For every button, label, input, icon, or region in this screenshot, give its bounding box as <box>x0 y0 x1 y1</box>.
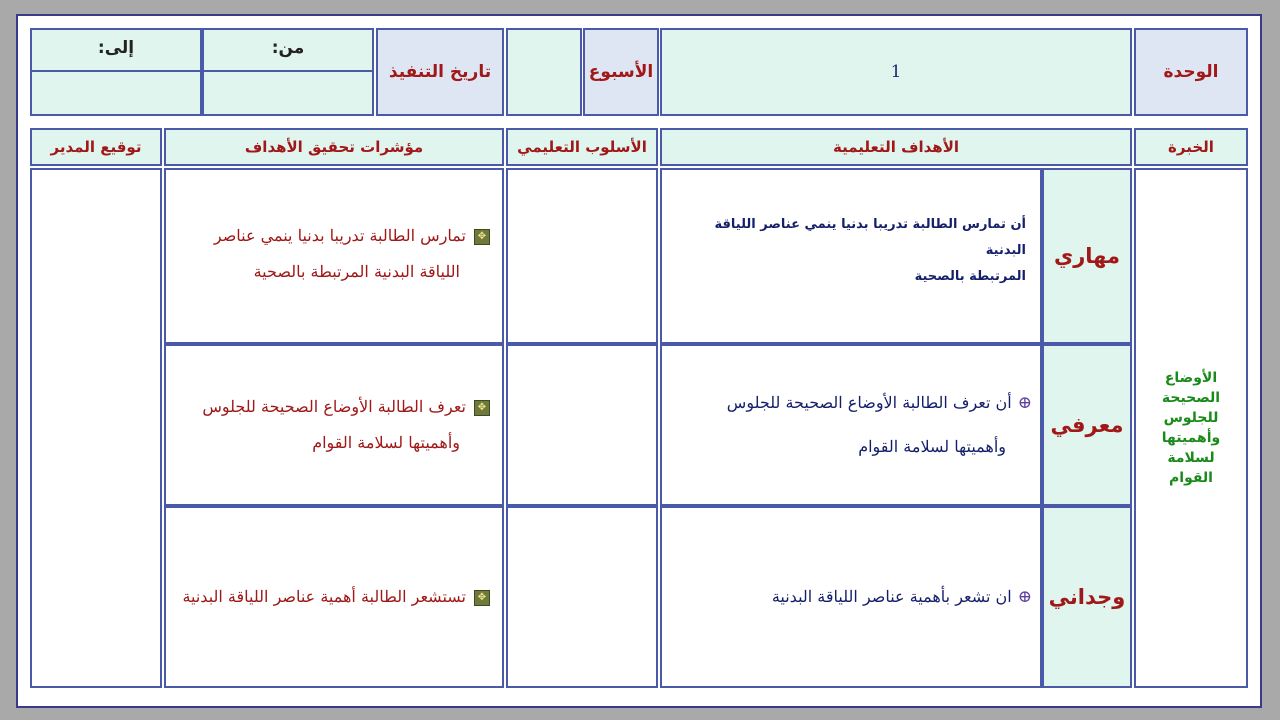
method-cell-skill[interactable] <box>506 168 658 344</box>
cross-bullet-icon: ⊕ <box>1017 587 1032 608</box>
category-cell-skill <box>1042 168 1132 344</box>
week-label-cell <box>583 28 659 116</box>
experience-cell <box>1134 168 1248 688</box>
method-cell-knowledge[interactable] <box>506 344 658 506</box>
from-date-field[interactable] <box>202 70 374 116</box>
category-label: معرفي <box>1050 413 1124 437</box>
category-label: مهاري <box>1053 244 1121 268</box>
category-cell-knowledge <box>1042 344 1132 506</box>
objective-cell-skill <box>660 168 1042 344</box>
header-experience <box>1134 128 1248 166</box>
indicator-text: ✥تستشعر الطالبة أهمية عناصر اللياقة البدنية <box>182 579 490 615</box>
indicator-cell-knowledge <box>164 344 504 506</box>
category-label: وجداني <box>1048 585 1126 609</box>
cross-bullet-icon: ⊕ <box>1017 393 1032 414</box>
category-cell-affective <box>1042 506 1132 688</box>
indicator-text: ✥تعرف الطالبة الأوضاع الصحيحة للجلوس وأهميتها لسلامة القوام <box>202 389 490 461</box>
principal-signature-field[interactable] <box>30 168 162 688</box>
method-cell-affective[interactable] <box>506 506 658 688</box>
box-bullet-icon: ✥ <box>474 400 490 416</box>
experience-text: الأوضاع الصحيحة للجلوس وأهميتها لسلامة القوام <box>1161 370 1221 486</box>
header-method-label: الأسلوب التعليمي <box>517 138 647 156</box>
exec-date-label: تاريخ التنفيذ <box>388 62 492 82</box>
indicator-text: ✥تمارس الطالبة تدريبا بدنيا ينمي عناصر اللياقة البدنية المرتبطة بالصحية <box>214 218 490 290</box>
header-objectives-label: الأهداف التعليمية <box>832 138 960 156</box>
header-indicators-label: مؤشرات تحقيق الأهداف <box>244 138 424 156</box>
to-label: إلى: <box>97 38 135 58</box>
header-objectives <box>660 128 1132 166</box>
exec-date-label-cell <box>376 28 504 116</box>
week-value-cell <box>506 28 582 116</box>
indicator-cell-skill <box>164 168 504 344</box>
unit-label-cell <box>1134 28 1248 116</box>
box-bullet-icon: ✥ <box>474 590 490 606</box>
objective-text: أن تمارس الطالبة تدريبا بدنيا ينمي عناصر اللياقة البدنية المرتبطة بالصحية <box>714 217 1026 284</box>
objective-cell-affective <box>660 506 1042 688</box>
unit-value-cell <box>660 28 1132 116</box>
header-principal-signature <box>30 128 162 166</box>
objective-text: ⊕أن تعرف الطالبة الأوضاع الصحيحة للجلوس وأهميتها لسلامة القوام <box>727 381 1032 470</box>
week-label: الأسبوع <box>588 62 654 82</box>
header-method <box>506 128 658 166</box>
to-date-field[interactable] <box>30 70 202 116</box>
header-principal-signature-label: توقيع المدير <box>50 138 142 156</box>
indicator-cell-affective <box>164 506 504 688</box>
objective-cell-knowledge <box>660 344 1042 506</box>
unit-label: الوحدة <box>1163 62 1219 82</box>
from-label: من: <box>271 38 305 58</box>
objective-text: ⊕ان تشعر بأهمية عناصر اللياقة البدنية <box>772 582 1032 613</box>
header-experience-label: الخبرة <box>1168 138 1214 156</box>
from-label-cell <box>202 28 374 72</box>
to-label-cell <box>30 28 202 72</box>
unit-value: 1 <box>890 62 902 82</box>
header-indicators <box>164 128 504 166</box>
box-bullet-icon: ✥ <box>474 229 490 245</box>
